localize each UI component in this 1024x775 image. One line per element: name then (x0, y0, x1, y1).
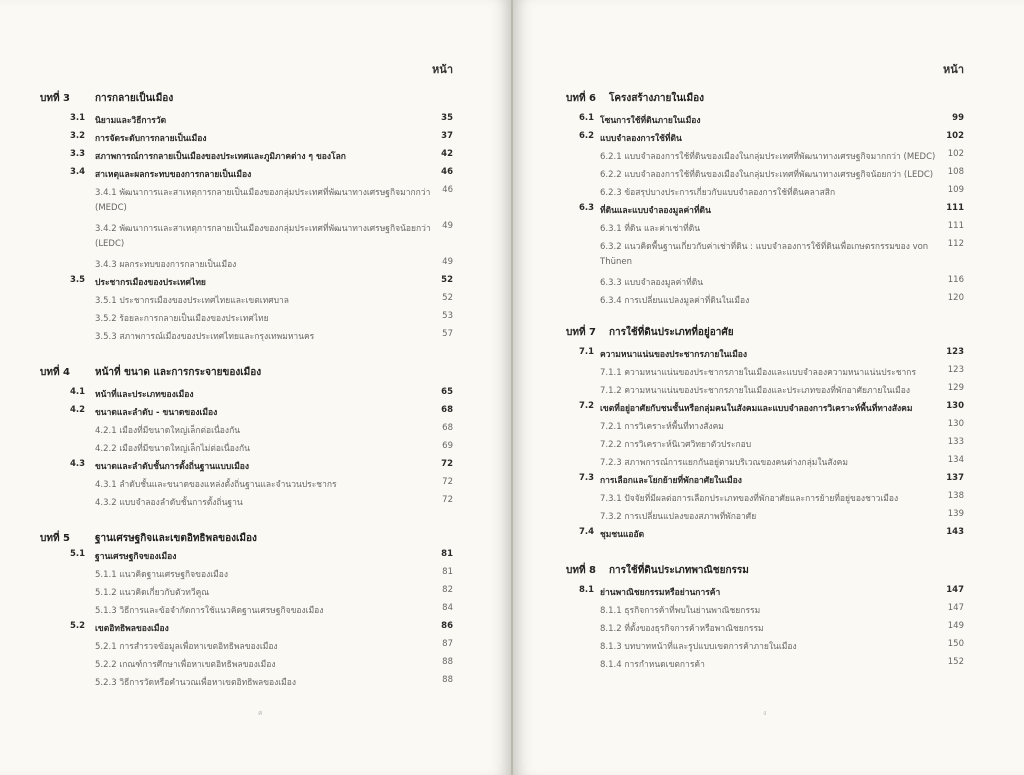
toc-entry-title: ความหนาแน่นของประชากรภายในเมือง (600, 350, 748, 360)
toc-entry-number: 3.4 (70, 167, 86, 177)
toc-entry-title: 6.2.3 ข้อสรุปบางประการเกี่ยวกับแบบจำลองการใช้ที่ดินคลาสสิก (600, 188, 836, 198)
toc-subsection-row (513, 416, 1024, 434)
toc-page-number: 123 (946, 347, 964, 357)
right-page (513, 0, 1024, 775)
toc-subsection-row (513, 272, 1024, 290)
page-column-header: หน้า (943, 63, 964, 76)
toc-entry-title: 8.1.3 บทบาทหน้าที่และรูปแบบเขตการค้าภายในเมือง (600, 642, 797, 652)
toc-subsection-row (0, 636, 511, 654)
toc-chapter-row (0, 88, 511, 106)
toc-page-number: 138 (947, 491, 964, 501)
toc-entry-title: ขนาดและลำดับชั้นการตั้งถิ่นฐานแบบเมือง (95, 462, 250, 472)
toc-page-number: 116 (947, 275, 964, 285)
toc-subsection-row (0, 582, 511, 600)
toc-page-number: 68 (442, 423, 453, 433)
page-folio: ค (258, 709, 263, 717)
toc-page-number: 137 (946, 473, 964, 483)
toc-entry-title: ฐานเศรษฐกิจของเมือง (95, 552, 177, 562)
toc-section-row (513, 582, 1024, 600)
toc-section-row (0, 384, 511, 402)
toc-page-number: 88 (442, 675, 453, 685)
toc-page-number: 111 (946, 203, 964, 213)
toc-section-row (0, 618, 511, 636)
toc-section-row (0, 128, 511, 146)
toc-section-row (0, 546, 511, 564)
toc-page-number: 88 (442, 657, 453, 667)
toc-subsection-row (0, 236, 511, 254)
toc-subsection-row (0, 492, 511, 510)
toc-entry-title: 7.3.1 ปัจจัยที่มีผลต่อการเลือกประเภทของที่พักอาศัยและการย้ายที่อยู่ของชาวเมือง (600, 494, 899, 504)
toc-entry-number: 7.1 (579, 347, 595, 357)
toc-page-number: 49 (442, 257, 453, 267)
toc-page-number: 49 (442, 221, 453, 231)
toc-entry-title: (MEDC) (95, 203, 127, 213)
toc-section-row (513, 470, 1024, 488)
toc-subsection-row (513, 362, 1024, 380)
toc-page-number: 130 (947, 419, 964, 429)
toc-entry-title: สภาพการณ์การกลายเป็นเมืองของประเทศและภูมิภาคต่าง ๆ ของโลก (95, 152, 346, 162)
toc-entry-title: 5.1.1 แนวคิดฐานเศรษฐกิจของเมือง (95, 570, 228, 580)
toc-entry-title: การจัดระดับการกลายเป็นเมือง (95, 134, 207, 144)
toc-section-row (513, 398, 1024, 416)
toc-entry-title: ที่ดินและแบบจำลองมูลค่าที่ดิน (600, 206, 711, 216)
toc-page-number: 112 (947, 239, 964, 249)
toc-page-number: 53 (442, 311, 453, 321)
toc-entry-number: 3.3 (70, 149, 86, 159)
toc-entry-number: 6.2 (579, 131, 595, 141)
toc-entry-title: ประชากรเมืองของประเทศไทย (95, 278, 206, 288)
toc-entry-title: ย่านพาณิชยกรรมหรือย่านการค้า (600, 588, 721, 598)
toc-entry-number: 5.1 (70, 549, 86, 559)
toc-page-number: 108 (947, 167, 964, 177)
toc-page-number: 102 (947, 149, 964, 159)
toc-entry-number: บทที่ 6 (566, 93, 596, 104)
toc-entry-title: 5.1.3 วิธีการและข้อจำกัดการใช้แนวคิดฐานเศรษฐกิจของเมือง (95, 606, 324, 616)
toc-page-number: 150 (947, 639, 964, 649)
toc-subsection-row (0, 182, 511, 200)
toc-subsection-row (513, 146, 1024, 164)
toc-entry-title: 7.1.1 ความหนาแน่นของประชากรภายในเมืองและแบบจำลองความหนาแน่นประชากร (600, 368, 917, 378)
toc-page-number: 152 (947, 657, 964, 667)
toc-chapter-row (0, 362, 511, 380)
toc-subsection-row (513, 434, 1024, 452)
toc-page-number: 81 (441, 549, 453, 559)
toc-entry-title: 3.4.1 พัฒนาการและสาเหตุการกลายเป็นเมืองของกลุ่มประเทศที่พัฒนาทางเศรษฐกิจมากกว่า (95, 188, 431, 198)
toc-page-number: 81 (442, 567, 453, 577)
toc-entry-title: 5.2.1 การสำรวจข้อมูลเพื่อหาเขตอิทธิพลของเมือง (95, 642, 278, 652)
toc-section-row (0, 272, 511, 290)
toc-entry-title: 6.3.2 แนวคิดพื้นฐานเกี่ยวกับค่าเช่าที่ดิน : แบบจำลองการใช้ที่ดินเพื่อเกษตรกรรมของ von (600, 242, 929, 252)
toc-page-number: 129 (947, 383, 964, 393)
toc-chapter-row (513, 88, 1024, 106)
toc-section-row (513, 128, 1024, 146)
toc-entry-number: 4.2 (70, 405, 86, 415)
toc-entry-title: 5.2.2 เกณฑ์การศึกษาเพื่อหาเขตอิทธิพลของเมือง (95, 660, 276, 670)
toc-entry-title: 6.3.4 การเปลี่ยนแปลงมูลค่าที่ดินในเมือง (600, 296, 750, 306)
toc-entry-number: บทที่ 8 (566, 565, 596, 576)
toc-page-number: 72 (441, 459, 453, 469)
toc-subsection-row (513, 164, 1024, 182)
toc-subsection-row (0, 438, 511, 456)
toc-subsection-row (0, 474, 511, 492)
toc-subsection-row (0, 672, 511, 690)
toc-entry-title: แบบจำลองการใช้ที่ดิน (600, 134, 682, 144)
toc-entry-title: 4.3.1 ลำดับชั้นและขนาดของแหล่งตั้งถิ่นฐานและจำนวนประชากร (95, 480, 337, 490)
toc-subsection-row (0, 326, 511, 344)
toc-entry-title: 6.3.3 แบบจำลองมูลค่าที่ดิน (600, 278, 704, 288)
toc-page-number: 72 (442, 495, 453, 505)
toc-subsection-row (513, 600, 1024, 618)
toc-page-number: 123 (947, 365, 964, 375)
toc-entry-title: 4.3.2 แบบจำลองลำดับชั้นการตั้งถิ่นฐาน (95, 498, 243, 508)
toc-entry-number: บทที่ 3 (40, 93, 70, 104)
toc-page-number: 99 (952, 113, 964, 123)
toc-entry-title: เขตอิทธิพลของเมือง (95, 624, 169, 634)
page-column-header: หน้า (432, 63, 453, 76)
toc-section-row (0, 146, 511, 164)
toc-entry-title: 7.2.2 การวิเคราะห์นิเวศวิทยาตัวประกอบ (600, 440, 752, 450)
left-page (0, 0, 511, 775)
toc-page-number: 120 (947, 293, 964, 303)
toc-section-row (0, 456, 511, 474)
toc-subsection-row (0, 254, 511, 272)
toc-entry-title: 6.2.1 แบบจำลองการใช้ที่ดินของเมืองในกลุ่มประเทศที่พัฒนาทางเศรษฐกิจมากกว่า (MEDC) (600, 152, 936, 162)
toc-entry-number: 7.3 (579, 473, 595, 483)
toc-entry-title: หน้าที่ ขนาด และการกระจายของเมือง (95, 367, 262, 378)
toc-entry-title: โซนการใช้ที่ดินภายในเมือง (600, 116, 701, 126)
toc-entry-title: 3.4.2 พัฒนาการและสาเหตุการกลายเป็นเมืองของกลุ่มประเทศที่พัฒนาทางเศรษฐกิจน้อยกว่า (95, 224, 431, 234)
toc-page-number: 37 (441, 131, 453, 141)
toc-entry-title: 8.1.2 ที่ตั้งของธุรกิจการค้าหรือพาณิชยกรรม (600, 624, 764, 634)
toc-subsection-row (513, 618, 1024, 636)
toc-entry-title: 7.3.2 การเปลี่ยนแปลงของสภาพที่พักอาศัย (600, 512, 757, 522)
toc-entry-title: 4.2.2 เมืองที่มีขนาดใหญ่เล็กไม่ต่อเนื่องกัน (95, 444, 250, 454)
toc-section-row (0, 164, 511, 182)
toc-entry-title: ชุมชนแออัด (600, 530, 645, 540)
toc-subsection-row (0, 218, 511, 236)
toc-entry-title: 6.2.2 แบบจำลองการใช้ที่ดินของเมืองในกลุ่มประเทศที่พัฒนาทางเศรษฐกิจน้อยกว่า (LEDC) (600, 170, 934, 180)
toc-chapter-row (0, 528, 511, 546)
toc-entry-number: 3.5 (70, 275, 86, 285)
toc-subsection-row (0, 308, 511, 326)
toc-subsection-row (0, 200, 511, 218)
toc-page-number: 82 (442, 585, 453, 595)
toc-section-row (513, 200, 1024, 218)
toc-page-number: 111 (947, 221, 964, 231)
toc-subsection-row (513, 254, 1024, 272)
toc-page-number: 69 (442, 441, 453, 451)
toc-subsection-row (513, 452, 1024, 470)
toc-page-number: 35 (441, 113, 453, 123)
toc-subsection-row (0, 654, 511, 672)
toc-page-number: 102 (946, 131, 964, 141)
toc-chapter-row (513, 322, 1024, 340)
toc-entry-title: 7.2.1 การวิเคราะห์พื้นที่ทางสังคม (600, 422, 724, 432)
toc-entry-number: 8.1 (579, 585, 595, 595)
toc-entry-number: 6.1 (579, 113, 595, 123)
toc-page-number: 72 (442, 477, 453, 487)
toc-page-number: 46 (441, 167, 453, 177)
toc-chapter-row (513, 560, 1024, 578)
toc-entry-number: 6.3 (579, 203, 595, 213)
toc-entry-title: 3.5.3 สภาพการณ์เมืองของประเทศไทยและกรุงเทพมหานคร (95, 332, 315, 342)
toc-page-number: 133 (947, 437, 964, 447)
toc-page-number: 68 (441, 405, 453, 415)
toc-page-number: 134 (947, 455, 964, 465)
toc-entry-title: สาเหตุและผลกระทบของการกลายเป็นเมือง (95, 170, 252, 180)
toc-page-number: 147 (947, 603, 964, 613)
toc-section-row (513, 344, 1024, 362)
toc-entry-title: 8.1.1 ธุรกิจการค้าที่พบในย่านพาณิชยกรรม (600, 606, 761, 616)
toc-entry-title: Thünen (600, 257, 632, 267)
toc-page-number: 87 (442, 639, 453, 649)
toc-entry-number: 5.2 (70, 621, 86, 631)
toc-entry-title: 3.4.3 ผลกระทบของการกลายเป็นเมือง (95, 260, 237, 270)
toc-entry-number: 3.1 (70, 113, 86, 123)
toc-page-number: 143 (946, 527, 964, 537)
toc-page-number: 57 (442, 329, 453, 339)
toc-subsection-row (0, 290, 511, 308)
toc-subsection-row (0, 600, 511, 618)
toc-page-number: 52 (441, 275, 453, 285)
toc-page-number: 86 (441, 621, 453, 631)
toc-page-number: 147 (946, 585, 964, 595)
toc-entry-title: การใช้ที่ดินประเภทที่อยู่อาศัย (609, 327, 734, 338)
toc-entry-title: (LEDC) (95, 239, 125, 249)
toc-entry-title: 3.5.2 ร้อยละการกลายเป็นเมืองของประเทศไทย (95, 314, 269, 324)
toc-entry-title: การเลือกและโยกย้ายที่พักอาศัยในเมือง (600, 476, 742, 486)
toc-subsection-row (513, 236, 1024, 254)
toc-page-number: 139 (947, 509, 964, 519)
toc-entry-title: หน้าที่และประเภทของเมือง (95, 390, 194, 400)
toc-subsection-row (513, 290, 1024, 308)
toc-entry-number: บทที่ 5 (40, 533, 70, 544)
toc-entry-title: การกลายเป็นเมือง (95, 93, 174, 104)
toc-entry-number: 3.2 (70, 131, 86, 141)
toc-subsection-row (513, 506, 1024, 524)
toc-entry-number: 4.1 (70, 387, 86, 397)
toc-entry-title: 6.3.1 ที่ดิน และค่าเช่าที่ดิน (600, 224, 701, 234)
toc-subsection-row (513, 380, 1024, 398)
toc-section-row (513, 110, 1024, 128)
toc-entry-title: 7.2.3 สภาพการณ์การแยกกันอยู่ตามบริเวณของคนต่างกลุ่มในสังคม (600, 458, 848, 468)
toc-entry-number: 7.4 (579, 527, 595, 537)
toc-section-row (0, 402, 511, 420)
toc-entry-number: บทที่ 4 (40, 367, 70, 378)
toc-entry-title: การใช้ที่ดินประเภทพาณิชยกรรม (609, 565, 749, 576)
toc-subsection-row (0, 420, 511, 438)
toc-entry-title: 3.5.1 ประชากรเมืองของประเทศไทยและเขตเทศบาล (95, 296, 289, 306)
toc-page-number: 84 (442, 603, 453, 613)
toc-section-row (513, 524, 1024, 542)
toc-subsection-row (0, 564, 511, 582)
toc-entry-title: โครงสร้างภายในเมือง (609, 93, 704, 104)
toc-subsection-row (513, 182, 1024, 200)
toc-page-number: 149 (947, 621, 964, 631)
toc-entry-title: ขนาดและลำดับ - ขนาดของเมือง (95, 408, 218, 418)
toc-entry-title: 5.2.3 วิธีการวัดหรือคำนวณเพื่อหาเขตอิทธิพลของเมือง (95, 678, 297, 688)
toc-subsection-row (513, 654, 1024, 672)
toc-entry-title: 5.1.2 แนวคิดเกี่ยวกับตัวทวีคูณ (95, 588, 210, 598)
toc-entry-number: บทที่ 7 (566, 327, 596, 338)
toc-page-number: 130 (946, 401, 964, 411)
toc-subsection-row (513, 488, 1024, 506)
toc-page-number: 65 (441, 387, 453, 397)
toc-entry-title: นิยามและวิธีการวัด (95, 116, 167, 126)
toc-page-number: 52 (442, 293, 453, 303)
toc-entry-title: เขตที่อยู่อาศัยกับชนชั้นหรือกลุ่มคนในสังคมและแบบจำลองการวิเคราะห์พื้นที่ทางสังคม (600, 404, 913, 414)
page-folio: ง (763, 709, 767, 717)
toc-subsection-row (513, 636, 1024, 654)
toc-page-number: 109 (947, 185, 964, 195)
toc-entry-title: 7.1.2 ความหนาแน่นของประชากรภายในเมืองและประเภทของที่พักอาศัยภายในเมือง (600, 386, 911, 396)
toc-page-number: 42 (441, 149, 453, 159)
toc-entry-title: 4.2.1 เมืองที่มีขนาดใหญ่เล็กต่อเนื่องกัน (95, 426, 241, 436)
toc-subsection-row (513, 218, 1024, 236)
toc-entry-number: 7.2 (579, 401, 595, 411)
toc-page-number: 46 (442, 185, 453, 195)
toc-entry-number: 4.3 (70, 459, 86, 469)
toc-entry-title: ฐานเศรษฐกิจและเขตอิทธิพลของเมือง (95, 533, 257, 544)
toc-entry-title: 8.1.4 การกำหนดเขตการค้า (600, 660, 705, 670)
toc-section-row (0, 110, 511, 128)
